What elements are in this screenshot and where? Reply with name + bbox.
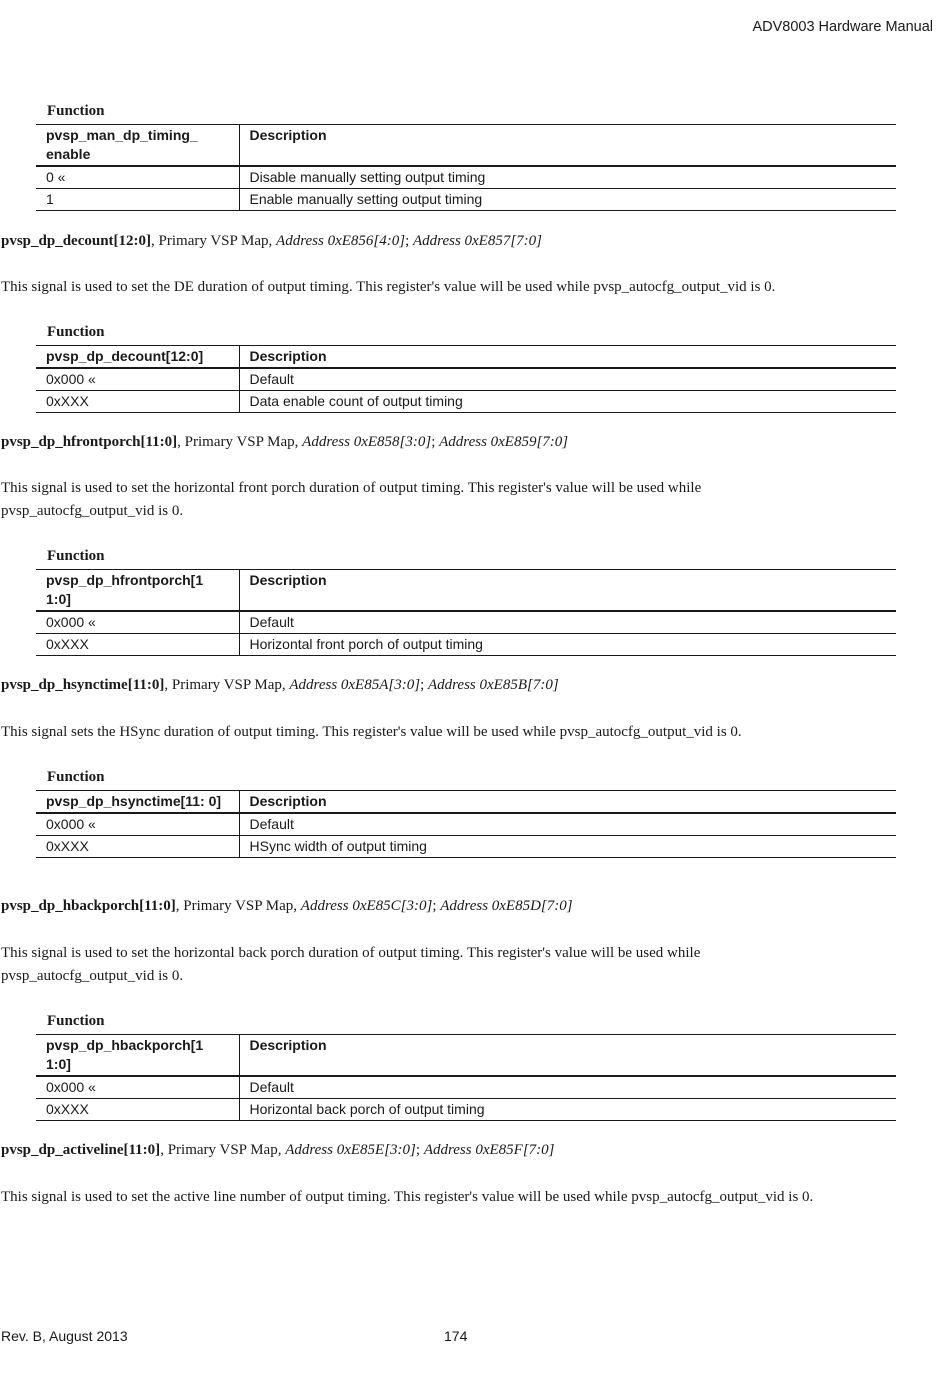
register-heading xyxy=(1,677,559,694)
row-value: 0x000 « xyxy=(36,611,239,634)
register-table xyxy=(36,124,896,211)
register-map: , Primary VSP Map, xyxy=(151,233,277,249)
row-description: Horizontal front porch of output timing xyxy=(239,634,896,656)
row-value: 0xXXX xyxy=(36,1099,239,1121)
register-description: This signal is used to set the horizontal front porch duration of output timing. This register's value will be used while pvsp_autocfg_output_vid is 0. xyxy=(1,480,702,519)
table-row xyxy=(36,166,896,189)
register-name: pvsp_dp_hsynctime[11:0] xyxy=(1,677,165,693)
row-value: 0xXXX xyxy=(36,836,239,858)
register-heading xyxy=(1,1142,555,1159)
address-separator: ; xyxy=(405,233,413,249)
column-header-value: pvsp_dp_hsynctime[11: 0] xyxy=(36,791,239,814)
register-map: , Primary VSP Map, xyxy=(175,898,301,914)
row-description: Data enable count of output timing xyxy=(239,391,896,413)
address-separator: ; xyxy=(431,434,440,450)
register-table xyxy=(36,1034,896,1121)
address-separator: ; xyxy=(432,898,441,914)
address-separator: ; xyxy=(420,677,428,693)
register-map: , Primary VSP Map, xyxy=(160,1142,286,1158)
column-header-description: Description xyxy=(239,570,896,612)
register-description: This signal is used to set the active line number of output timing. This register's value will be used while pvsp_autocfg_output_vid is 0. xyxy=(1,1189,814,1205)
table-row xyxy=(36,1099,896,1121)
row-description: Default xyxy=(239,1076,896,1099)
column-header-value: pvsp_dp_hbackporch[1 1:0] xyxy=(36,1035,239,1077)
register-table xyxy=(36,345,896,413)
table-row xyxy=(36,813,896,836)
table-row xyxy=(36,611,896,634)
register-description: This signal is used to set the DE duration of output timing. This register's value will be used while pvsp_autocfg_output_vid is 0. xyxy=(1,279,776,295)
register-name: pvsp_dp_hfrontporch[11:0] xyxy=(1,434,178,450)
register-address: Address 0xE85A[3:0] xyxy=(289,677,421,693)
row-description: Enable manually setting output timing xyxy=(239,189,896,211)
table-row xyxy=(36,391,896,413)
row-description: Default xyxy=(239,611,896,634)
page-header-title: ADV8003 Hardware Manual xyxy=(752,19,933,35)
register-description: This signal is used to set the horizontal back porch duration of output timing. This register's value will be used while pvsp_autocfg_output_vid is 0. xyxy=(1,945,701,984)
table-row xyxy=(36,189,896,211)
column-header-description: Description xyxy=(239,346,896,369)
table-row xyxy=(36,836,896,858)
table-caption: Function xyxy=(47,324,105,340)
register-address: Address 0xE858[3:0] xyxy=(302,434,432,450)
register-heading xyxy=(1,233,542,250)
row-description: HSync width of output timing xyxy=(239,836,896,858)
column-header-value: pvsp_dp_decount[12:0] xyxy=(36,346,239,369)
row-description: Horizontal back porch of output timing xyxy=(239,1099,896,1121)
column-header-value: pvsp_dp_hfrontporch[1 1:0] xyxy=(36,570,239,612)
row-description: Disable manually setting output timing xyxy=(239,166,896,189)
table-row xyxy=(36,1076,896,1099)
table-caption: Function xyxy=(47,103,105,119)
register-address: Address 0xE85D[7:0] xyxy=(440,898,573,914)
register-address: Address 0xE857[7:0] xyxy=(413,233,543,249)
row-value: 0x000 « xyxy=(36,368,239,391)
column-header-description: Description xyxy=(239,791,896,814)
row-value: 0xXXX xyxy=(36,391,239,413)
row-value: 0x000 « xyxy=(36,813,239,836)
address-separator: ; xyxy=(415,1142,424,1158)
register-name: pvsp_dp_hbackporch[11:0] xyxy=(1,898,176,914)
table-caption: Function xyxy=(47,1013,105,1029)
register-address: Address 0xE856[4:0] xyxy=(276,233,406,249)
register-address: Address 0xE85E[3:0] xyxy=(285,1142,416,1158)
footer-page-number: 174 xyxy=(444,1328,468,1344)
register-address: Address 0xE85C[3:0] xyxy=(300,898,433,914)
row-value: 0x000 « xyxy=(36,1076,239,1099)
row-value: 1 xyxy=(36,189,239,211)
register-map: , Primary VSP Map, xyxy=(177,434,303,450)
table-row xyxy=(36,634,896,656)
column-header-description: Description xyxy=(239,125,896,167)
row-description: Default xyxy=(239,368,896,391)
register-description: This signal sets the HSync duration of output timing. This register's value will be used while pvsp_autocfg_output_vid is 0. xyxy=(1,724,742,740)
row-value: 0 « xyxy=(36,166,239,189)
row-value: 0xXXX xyxy=(36,634,239,656)
register-address: Address 0xE85B[7:0] xyxy=(427,677,559,693)
row-description: Default xyxy=(239,813,896,836)
column-header-description: Description xyxy=(239,1035,896,1077)
register-heading xyxy=(1,434,568,451)
table-row xyxy=(36,368,896,391)
register-map: , Primary VSP Map, xyxy=(164,677,290,693)
footer-revision: Rev. B, August 2013 xyxy=(1,1328,128,1344)
column-header-value: pvsp_man_dp_timing_ enable xyxy=(36,125,239,167)
register-table xyxy=(36,790,896,858)
register-name: pvsp_dp_activeline[11:0] xyxy=(1,1142,161,1158)
register-address: Address 0xE859[7:0] xyxy=(439,434,569,450)
table-caption: Function xyxy=(47,548,105,564)
register-table xyxy=(36,569,896,656)
register-name: pvsp_dp_decount[12:0] xyxy=(1,233,152,249)
register-address: Address 0xE85F[7:0] xyxy=(423,1142,555,1158)
table-caption: Function xyxy=(47,769,105,785)
register-heading xyxy=(1,898,573,915)
